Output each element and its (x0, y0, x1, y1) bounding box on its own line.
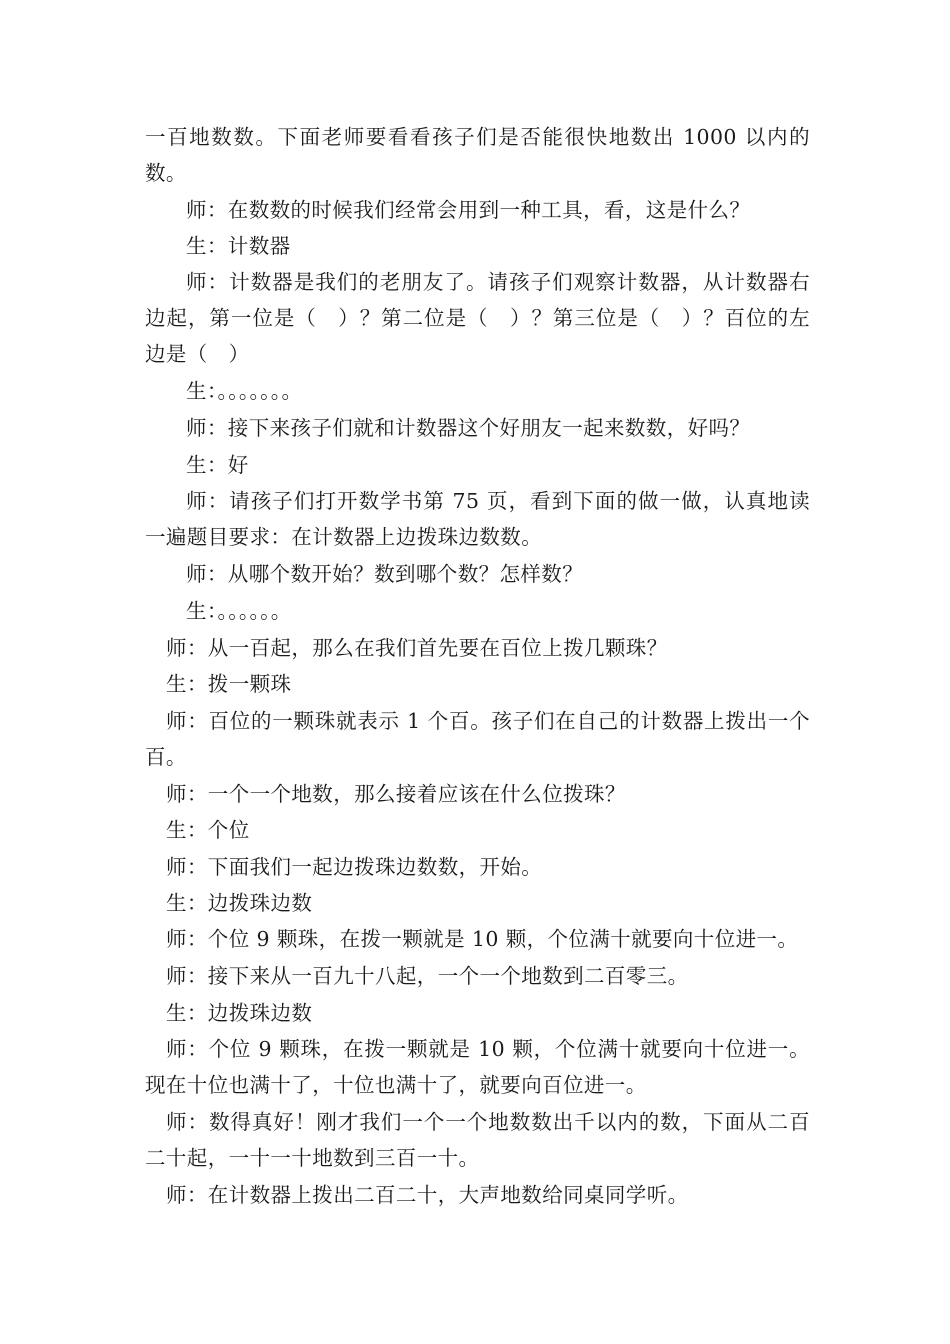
paragraph-student: 生：个位 (166, 818, 250, 842)
paragraph-teacher: 师：个位 9 颗珠，在拨一颗就是 10 颗，个位满十就要向十位进一。 (166, 927, 799, 951)
paragraph-teacher: 师：个位 9 颗珠，在拨一颗就是 10 颗，个位满十就要向十位进一。现在十位也满十了，十位也满十了，就要向百位进一。 (145, 1037, 810, 1097)
paragraph-student: 生：边拨珠边数 (166, 1001, 313, 1025)
paragraph-teacher: 师：接下来从一百九十八起，一个一个地数到二百零三。 (166, 964, 689, 988)
paragraph-teacher: 师：百位的一颗珠就表示 1 个百。孩子们在自己的计数器上拨出一个百。 (145, 709, 810, 769)
paragraph-student: 生：边拨珠边数 (166, 891, 313, 915)
paragraph-teacher: 师：在数数的时候我们经常会用到一种工具，看，这是什么？ (186, 198, 751, 222)
paragraph-teacher: 师：数得真好！刚才我们一个一个地数数出千以内的数，下面从二百二十起，一十一十地数到三百一十。 (145, 1110, 810, 1170)
paragraph-teacher: 师：下面我们一起边拨珠边数数，开始。 (166, 855, 543, 879)
paragraph-teacher: 师：请孩子们打开数学书第 75 页，看到下面的做一做，认真地读一遍题目要求：在计数器上边拨珠边数数。 (145, 489, 810, 549)
paragraph-teacher: 师：在计数器上拨出二百二十，大声地数给同桌同学听。 (166, 1183, 689, 1207)
paragraph-teacher: 师：从哪个数开始？数到哪个数？怎样数？ (186, 562, 584, 586)
paragraph-student: 生：。。。。。。。 (186, 379, 303, 403)
paragraph-continuation: 一百地数数。下面老师要看看孩子们是否能很快地数出 1000 以内的数。 (145, 125, 810, 185)
paragraph-teacher: 师：计数器是我们的老朋友了。请孩子们观察计数器，从计数器右边起，第一位是（ ）？第二位是（ ）？第三位是（ ）？百位的左边是（ ） (145, 270, 810, 366)
paragraph-student: 生：好 (186, 453, 249, 477)
paragraph-teacher: 师：接下来孩子们就和计数器这个好朋友一起来数数，好吗？ (186, 416, 751, 440)
paragraph-student: 生：拨一颗珠 (166, 672, 292, 696)
paragraph-student: 生：。。。。。。 (186, 599, 292, 623)
paragraph-teacher: 师：一个一个地数，那么接着应该在什么位拨珠？ (166, 782, 626, 806)
paragraph-teacher: 师：从一百起，那么在我们首先要在百位上拨几颗珠？ (166, 636, 668, 660)
paragraph-student: 生：计数器 (186, 234, 291, 258)
